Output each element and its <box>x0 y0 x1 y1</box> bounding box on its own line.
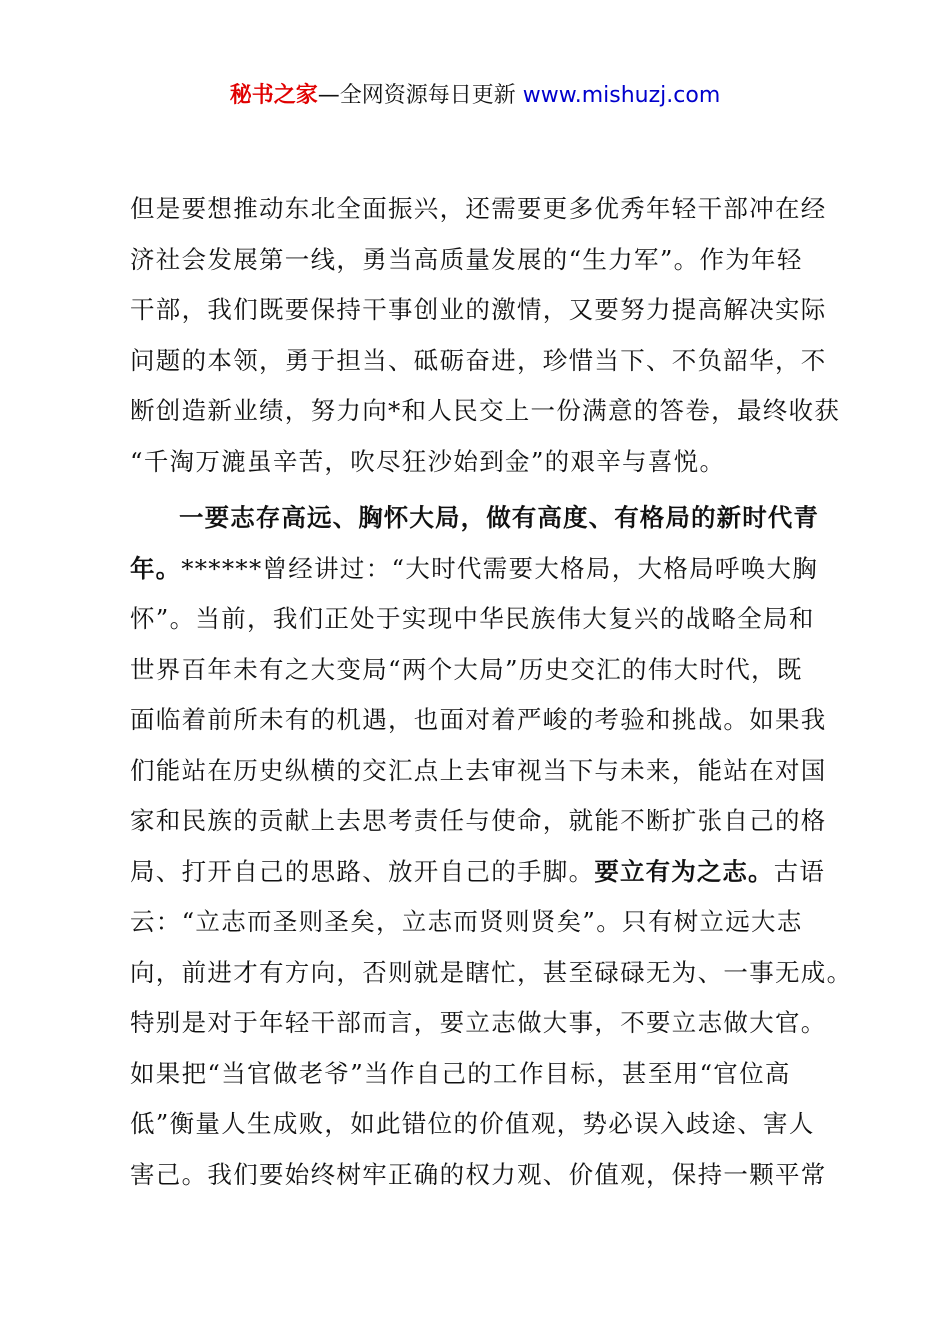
text-line: 问题的本领，勇于担当、砥砺奋进，珍惜当下、不负韶华，不 <box>130 345 827 375</box>
text-line: 干部，我们既要保持干事创业的激情，又要努力提高解决实际 <box>130 295 827 324</box>
section-heading-end: 年。 <box>130 553 182 583</box>
text-line: 低”衡量人生成败，如此错位的价值观，势必误入歧途、害人 <box>130 1109 815 1138</box>
document-body <box>130 184 853 1200</box>
subheading-inline: 要立有为之志。 <box>594 856 774 886</box>
text-line <box>130 544 830 595</box>
header-url-link[interactable]: www.mishuzj.com <box>522 83 721 108</box>
header-brand: 秘书之家 <box>229 83 318 108</box>
text-line: 怀”。当前，我们正处于实现中华民族伟大复兴的战略全局和 <box>130 604 815 633</box>
text-line: 如果把“当官做老爷”当作自己的工作目标，甚至用“官位高 <box>130 1058 791 1088</box>
text-line: “千淘万漉虽辛苦，吹尽狂沙始到金”的艰辛与喜悦。 <box>130 446 726 476</box>
text-line: 世界百年未有之大变局“两个大局”历史交汇的伟大时代，既 <box>130 654 803 684</box>
text-line: 面临着前所未有的机遇，也面对着严峻的考验和挑战。如果我 <box>130 705 827 734</box>
page-header <box>0 82 950 110</box>
text-segment: 古语 <box>773 856 826 886</box>
text-line: 家和民族的贡献上去思考责任与使命，就能不断扩张自己的格 <box>130 806 827 835</box>
text-line: 特别是对于年轻干部而言，要立志做大事，不要立志做大官。 <box>130 1008 827 1037</box>
text-line: 但是要想推动东北全面振兴，还需要更多优秀年轻干部冲在经 <box>130 194 827 223</box>
text-segment: 局、打开自己的思路、放开自己的手脚。 <box>130 856 595 886</box>
text-line <box>130 847 830 898</box>
text-line: 济社会发展第一线，勇当高质量发展的“生力军”。作为年轻 <box>130 244 803 274</box>
text-line: 害己。我们要始终树牢正确的权力观、价值观，保持一颗平常 <box>130 1159 827 1189</box>
text-line: 断创造新业绩，努力向*和人民交上一份满意的答卷，最终收获 <box>130 396 841 425</box>
text-line: 向，前进才有方向，否则就是瞎忙，甚至碌碌无为、一事无成。 <box>130 957 853 987</box>
quote-text: ******曾经讲过：“大时代需要大格局，大格局呼唤大胸 <box>181 553 819 583</box>
text-line: 们能站在历史纵横的交汇点上去审视当下与未来，能站在对国 <box>130 755 827 785</box>
section-heading: 一要志存高远、胸怀大局，做有高度、有格局的新时代青 <box>179 503 819 532</box>
header-tagline: —全网资源每日更新 <box>317 83 523 108</box>
text-line: 云：“立志而圣则圣矣，立志而贤则贤矣”。只有树立远大志 <box>130 907 803 936</box>
